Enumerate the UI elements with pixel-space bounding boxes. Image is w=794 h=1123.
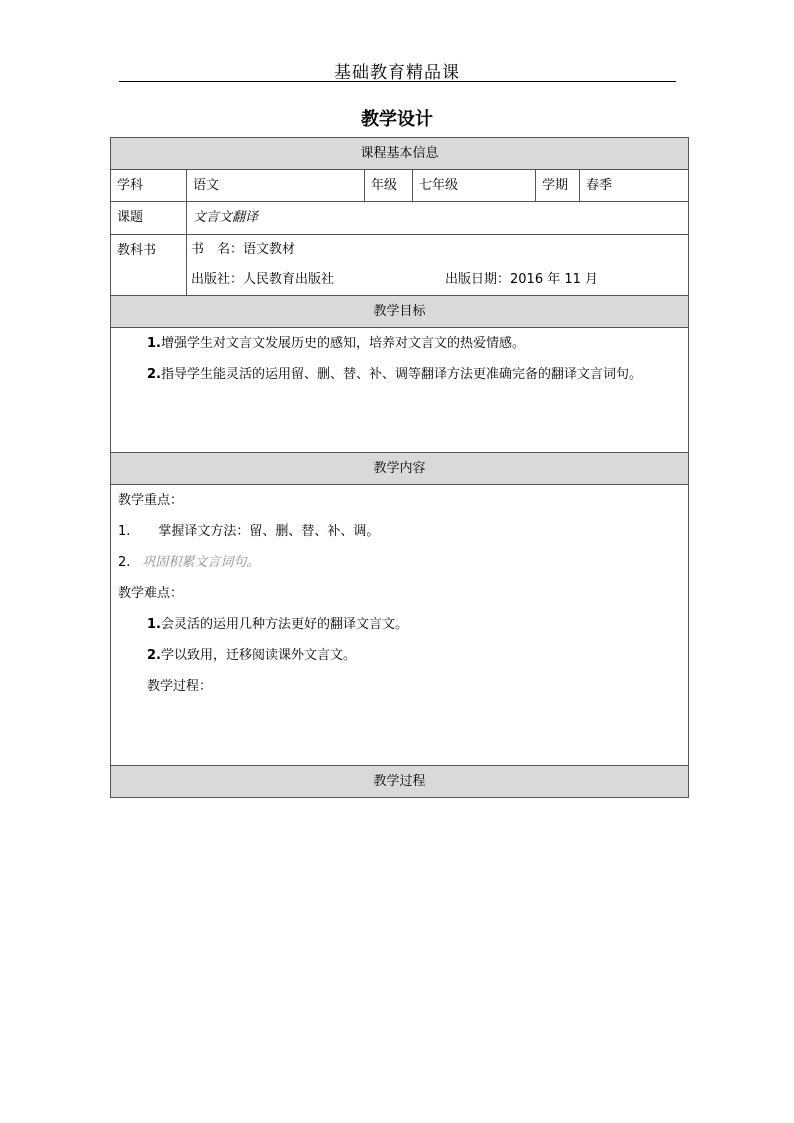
topic-label: 课题 <box>111 202 187 235</box>
key-point-text: 掌握译文方法：留、删、替、补、调。 <box>158 524 380 539</box>
textbook-info <box>187 235 689 296</box>
section-process-header <box>111 766 689 798</box>
difficulty-num: 2. <box>147 648 161 663</box>
difficulty-text: 会灵活的运用几种方法更好的翻译文言文。 <box>160 617 408 632</box>
book-name-line <box>187 235 688 265</box>
key-points-label: 教学重点： <box>118 493 184 508</box>
key-point-num: 1. <box>118 524 131 539</box>
objective-text: 增强学生对文言文发展历史的感知，培养对文言文的热爱情感。 <box>160 336 525 351</box>
textbook-label: 教科书 <box>111 235 187 296</box>
publisher-label: 出版社： <box>191 272 244 287</box>
document-title: 教学设计 <box>361 109 433 130</box>
section-content-header <box>111 453 689 485</box>
objective-item <box>111 359 688 390</box>
textbook-row <box>111 235 689 296</box>
objective-item <box>111 328 688 359</box>
key-point-item <box>111 547 688 578</box>
difficulty-item <box>111 609 688 640</box>
page-header-title: 基础教育精品课 <box>334 63 460 83</box>
section-objectives-title: 教学目标 <box>111 296 689 328</box>
difficulty-item <box>111 640 688 671</box>
key-point-num: 2. <box>118 555 131 570</box>
difficulty-text: 学以致用，迁移阅读课外文言文。 <box>160 648 356 663</box>
key-point-text: 巩固积累文言词句。 <box>142 555 260 570</box>
objective-num: 2. <box>147 367 161 382</box>
pubdate <box>445 265 598 295</box>
term-value: 春季 <box>580 170 689 202</box>
grade-value: 七年级 <box>413 170 536 202</box>
difficulties-label: 教学难点： <box>118 586 184 601</box>
difficulty-num: 1. <box>147 617 161 632</box>
grade-label: 年级 <box>365 170 413 202</box>
objectives-row <box>111 328 689 453</box>
header-rule <box>119 81 676 82</box>
lesson-plan-table <box>110 137 689 798</box>
publisher-line <box>187 265 688 295</box>
subject-row <box>111 170 689 202</box>
pubdate-value: 2016 年 11 月 <box>510 272 599 287</box>
section-process-title: 教学过程 <box>111 766 689 798</box>
topic-row <box>111 202 689 235</box>
section-content-title: 教学内容 <box>111 453 689 485</box>
content-body <box>111 485 689 766</box>
objective-text: 指导学生能灵活的运用留、删、替、补、调等翻译方法更准确完备的翻译文言词句。 <box>160 367 642 382</box>
section-basic-info-header <box>111 138 689 170</box>
objective-num: 1. <box>147 336 161 351</box>
subject-value: 语文 <box>187 170 365 202</box>
book-name-label: 书 名： <box>191 242 244 257</box>
topic-value: 文言文翻译 <box>187 202 689 235</box>
objectives-list <box>111 328 689 453</box>
key-point-item <box>111 516 688 547</box>
publisher-value: 人民教育出版社 <box>243 272 335 287</box>
book-name-value: 语文教材 <box>243 242 296 257</box>
section-basic-info-title: 课程基本信息 <box>111 138 689 170</box>
section-objectives-header <box>111 296 689 328</box>
content-row <box>111 485 689 766</box>
pubdate-label: 出版日期： <box>445 272 511 287</box>
process-label: 教学过程： <box>147 679 213 694</box>
term-label: 学期 <box>536 170 580 202</box>
subject-label: 学科 <box>111 170 187 202</box>
